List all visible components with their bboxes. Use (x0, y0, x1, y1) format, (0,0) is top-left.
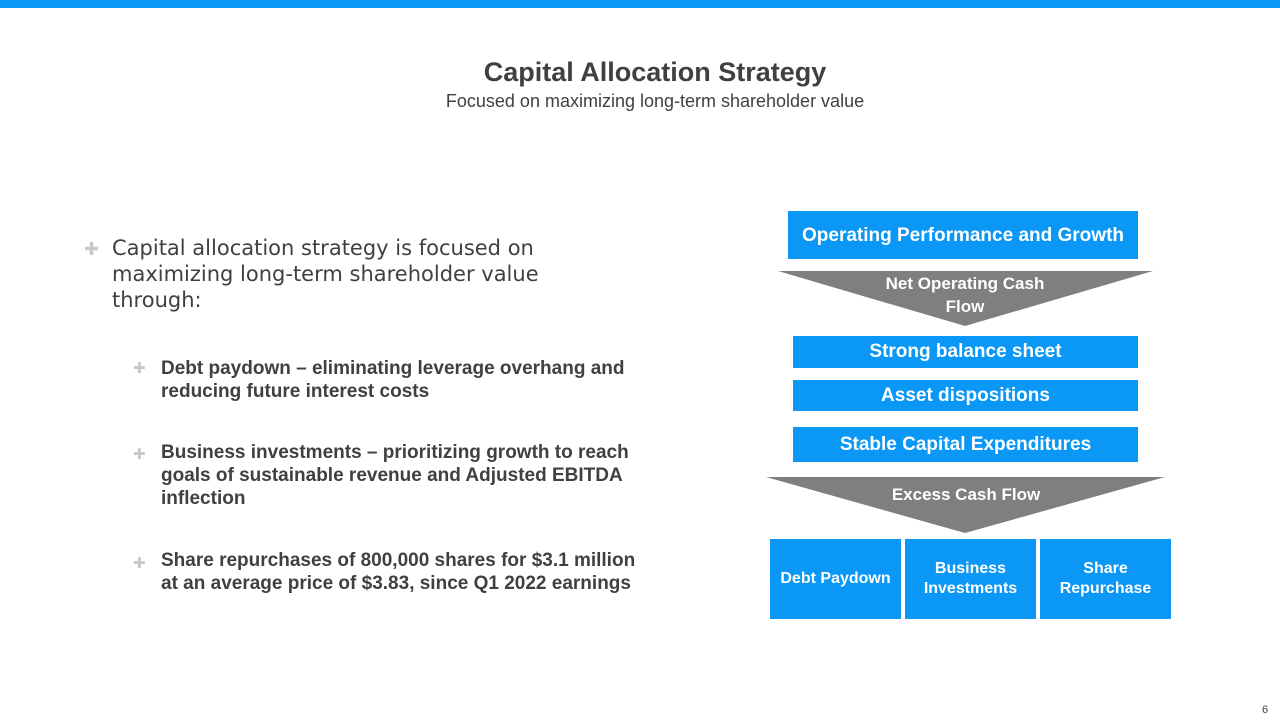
box-strong-balance-sheet: Strong balance sheet (793, 336, 1138, 368)
funnel-excess-cash-flow-label: Excess Cash Flow (891, 485, 1041, 504)
funnel-net-operating-cash-flow-label: Net Operating Cash Flow (885, 274, 1045, 316)
plus-bullet-icon: ✚ (84, 239, 100, 259)
bullet-debt-paydown: Debt paydown – eliminating leverage overhang and reducing future interest costs (161, 358, 625, 402)
page-title: Capital Allocation Strategy (483, 57, 827, 87)
plus-bullet-icon: ✚ (133, 446, 146, 463)
page-number: 6 (1262, 704, 1269, 716)
page-subtitle: Focused on maximizing long-term shareholder value (445, 91, 865, 111)
intro-text: Capital allocation strategy is focused on maximizing long-term shareholder value through: (112, 236, 539, 312)
plus-bullet-icon: ✚ (133, 360, 146, 377)
bullet-business-investments: Business investments – prioritizing growth to reach goals of sustainable revenue and Adjusted EBITDA inflection (161, 442, 629, 509)
box-asset-dispositions: Asset dispositions (793, 380, 1138, 411)
box-debt-paydown: Debt Paydown (770, 539, 901, 619)
bullet-share-repurchases: Share repurchases of 800,000 shares for $3.1 million at an average price of $3.83, since Q1 2022 earnings (161, 550, 636, 594)
box-stable-capex: Stable Capital Expenditures (793, 427, 1138, 462)
box-business-investments: Business Investments (905, 539, 1036, 619)
box-share-repurchase: Share Repurchase (1040, 539, 1171, 619)
box-operating-performance: Operating Performance and Growth (788, 211, 1138, 259)
plus-bullet-icon: ✚ (133, 555, 146, 572)
